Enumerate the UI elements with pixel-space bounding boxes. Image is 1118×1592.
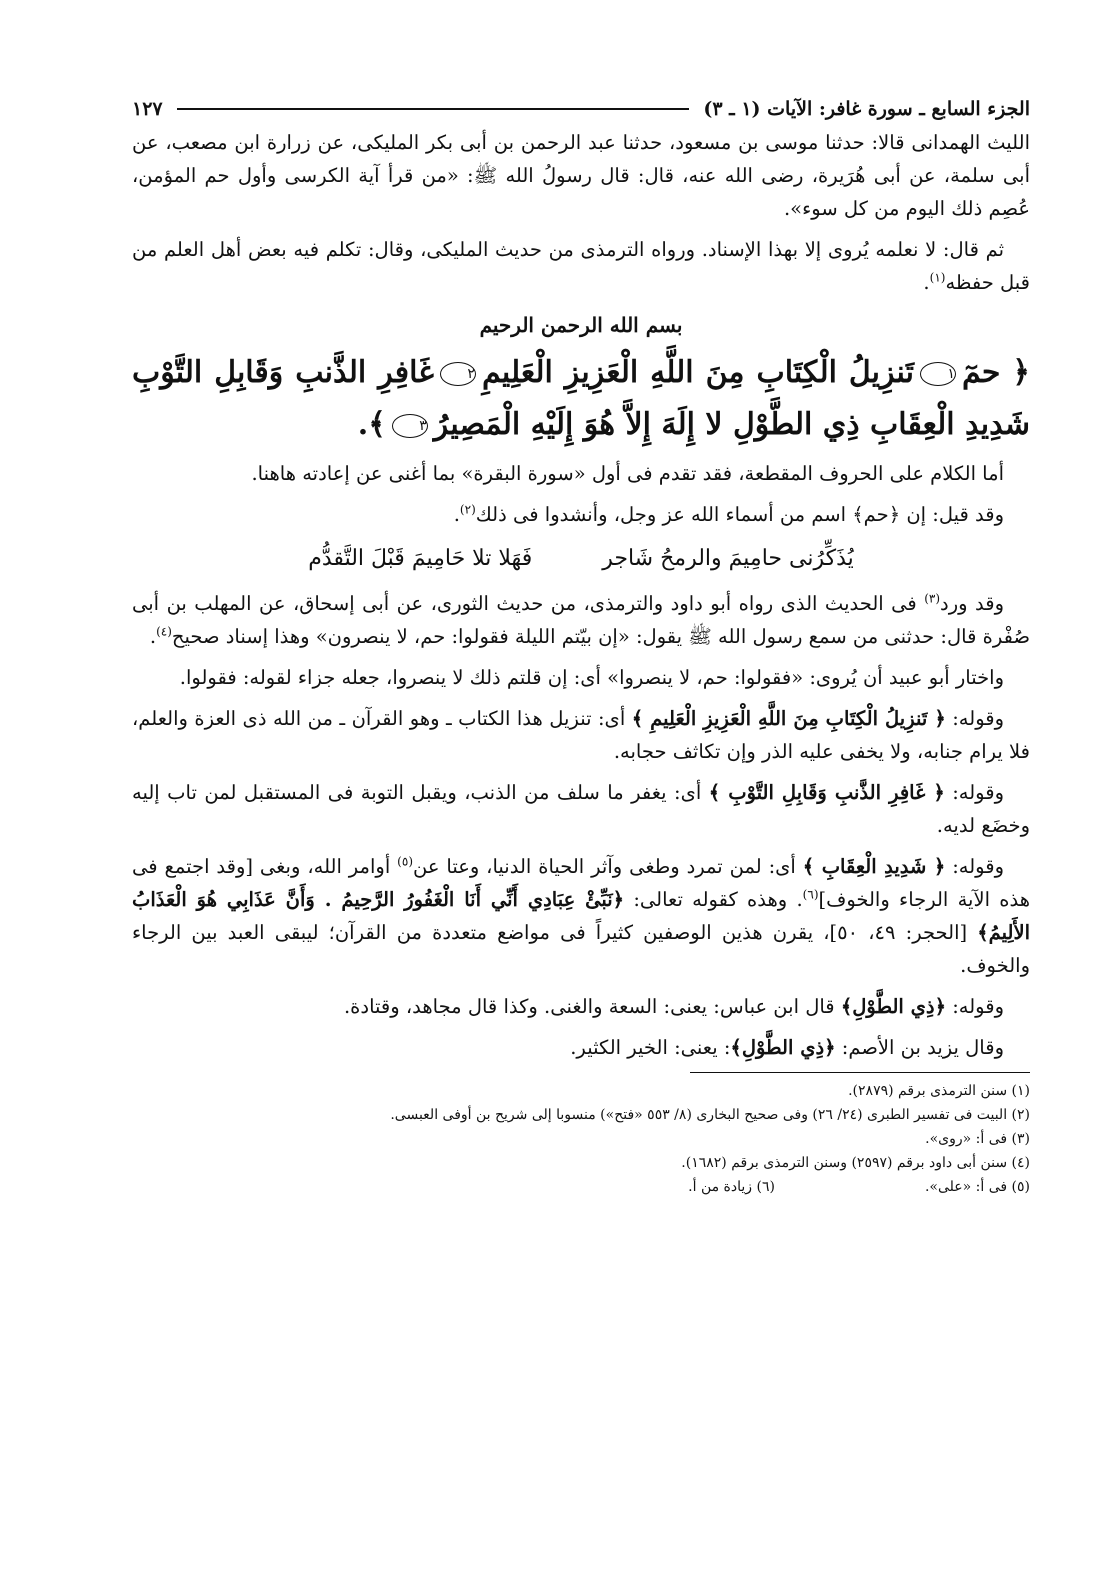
paragraph-9-d: . وهذه كقوله تعالى:: [624, 888, 803, 911]
paragraph-8-b: أى: يغفر ما سلف من الذنب، ويقبل التوبة فى المستقبل لمن تاب إليه وخضَع لديه.: [132, 781, 1030, 837]
paragraph-11-b: : يعنى: الخير الكثير.: [570, 1036, 731, 1059]
footnote-rule: [690, 1072, 1030, 1073]
poem-hemistich-1: يُذَكِّرُنى حامِيمَ والرمحُ شَاجر: [602, 546, 854, 571]
paragraph-10-a: وقوله:: [946, 995, 1004, 1018]
footnote-ref-5: (٥): [397, 854, 413, 869]
paragraph-1: الليث الهمدانى قالا: حدثنا موسى بن مسعود، حدثنا عبد الرحمن بن أبى بكر المليكى، عن زرارة ابن مصعب، عن أبى سلمة، عن أبى هُرَيرة، رضى الله عنه، قال: قال رسولُ الله ﷺ: «من قرأ آية الكرسى وأول حم المؤمن، عُصِم ذلك اليوم من كل سوء».: [132, 131, 1030, 220]
footnote-2: (٢) البيت فى تفسير الطبرى (٢٤/ ٢٦) وفى صحيح البخارى (٨/ ٥٥٣ «فتح») منسوبا إلى شريح بن أوفى العبسى.: [390, 1107, 1030, 1123]
verse-word-3: غَافِرِ الذَّنبِ وَقَابِلِ التَّوْبِ شَدِيدِ الْعِقَابِ ذِي الطَّوْلِ لا إِلَهَ إِلاَّ هُوَ إِلَيْهِ الْمَصِيرُ: [132, 355, 1030, 442]
verse-number-3: ٣: [392, 414, 428, 438]
quran-quote-9b: ﴿نَبِّئْ عِبَادِي أَنِّي أَنَا الْغَفُورُ الرَّحِيمُ . وَأَنَّ عَذَابِي هُوَ الْعَذَابُ الأَلِيمُ﴾: [132, 888, 1030, 944]
paragraph-11: [132, 1031, 1030, 1064]
verse-word-1: حمٓ: [961, 355, 1001, 390]
paragraph-7: [132, 702, 1030, 768]
paragraph-9-c: أوامر الله، وبغى [وقد اجتمع فى هذه الآية الرجاء والخوف]: [132, 855, 1031, 911]
verse-close-bracket: ﴾.: [357, 407, 386, 442]
paragraph-3: أما الكلام على الحروف المقطعة، فقد تقدم فى أول «سورة البقرة» بما أغنى عن إعادته هاهنا.: [251, 462, 1004, 485]
quran-verse: [132, 347, 1030, 451]
running-head: [132, 92, 1030, 126]
paragraph-2: ثم قال: لا نعلمه يُروى إلا بهذا الإسناد. ورواه الترمذى من حديث المليكى، وقال: تكلم فيه بعض أهل العلم من قبل حفظه$^{(١)}$.: [132, 238, 1030, 294]
footnote-ref-6: (٦): [802, 887, 819, 902]
paragraph-8: [132, 776, 1030, 842]
paragraph-10-b: قال ابن عباس: يعنى: السعة والغنى. وكذا قال مجاهد، وقتادة.: [343, 995, 841, 1018]
paragraph-9-e: [الحجر: ٤٩، ٥٠]، يقرن هذين الوصفين كثيراً فى مواضع متعددة من القرآن؛ ليبقى العبد بين الرجاء والخوف.: [132, 921, 1030, 977]
paragraph-9: [132, 850, 1030, 982]
poem-hemistich-2: فَهَلا تلا حَامِيمَ قَبْلَ التَّقدُّم: [308, 546, 533, 571]
paragraph-5-a: وقد ورد: [940, 592, 1004, 615]
quran-quote-8: ﴿ غَافِرِ الذَّنبِ وَقَابِلِ التَّوْبِ ﴾: [708, 781, 945, 804]
footnote-ref-3: (٣): [924, 591, 941, 606]
footnote-ref-4: (٤): [156, 624, 172, 639]
verse-word-2: تَنزِيلُ الْكِتَابِ مِنَ اللَّهِ الْعَزِيزِ الْعَلِيمِ: [481, 355, 914, 390]
running-title: الجزء السابع ـ سورة غافر: الآيات (١ ـ ٣): [703, 98, 1030, 120]
paragraph-11-a: وقال يزيد بن الأصم:: [835, 1036, 1004, 1059]
quran-quote-10: ﴿ذِي الطَّوْلِ﴾: [840, 995, 947, 1018]
page-number: ١٢٧: [132, 98, 163, 120]
paragraph-9-b: أى: لمن تمرد وطغى وآثر الحياة الدنيا، وعتا عن: [413, 855, 803, 878]
paragraph-7-a: وقوله:: [945, 707, 1005, 730]
paragraph-7-b: أى: تنزيل هذا الكتاب ـ وهو القرآن ـ من الله ذى العزة والعلم، فلا يرام جنابه، ولا يخفى عليه الذر وإن تكاثف حجابه.: [132, 707, 1030, 763]
footnote-row-5-6: [132, 1175, 1030, 1199]
footnote-ref-2: (٢): [459, 502, 476, 517]
quran-quote-11: ﴿ذِي الطَّوْلِ﴾: [730, 1036, 836, 1059]
footnote-ref-1: (١): [929, 270, 946, 285]
quran-quote-9: ﴿ شَدِيدِ الْعِقَابِ ﴾: [802, 855, 946, 878]
footnote-4: (٤) سنن أبى داود برقم (٢٥٩٧) وسنن الترمذى برقم (١٦٨٢).: [681, 1155, 1030, 1171]
paragraph-5: وقد ورد$^{(٣)}$ فى الحديث الذى رواه أبو داود والترمذى، من حديث الثورى، عن أبى إسحاق، عن المهلب بن أبى صُفْرة قال: حدثنى من سمع رسول الله ﷺ يقول: «إن بيّتم الليلة فقولوا: حم، لا ينصرون» وهذا إسناد صحيح$^{(٤)}$.: [132, 591, 1030, 648]
paragraph-6: واختار أبو عبيد أن يُروى: «فقولوا: حم، لا ينصروا» أى: إن قلتم ذلك لا ينصروا، جعله جزاء لقوله: فقولوا.: [179, 666, 1004, 689]
verse-open-bracket: ﴿: [1012, 355, 1030, 390]
footnotes: [132, 1072, 1030, 1199]
header-rule: [177, 108, 690, 110]
footnote-5: (٥) فى أ: «على».: [924, 1179, 1030, 1195]
paragraph-8-a: وقوله:: [944, 781, 1004, 804]
poem-verse: [132, 539, 1030, 579]
verse-number-1: ١: [920, 362, 956, 386]
paragraph-4-text: وقد قيل: إن ﴿حم﴾ اسم من أسماء الله عز وجل، وأنشدوا فى ذلك: [475, 503, 1004, 526]
quran-quote-7: ﴿ تَنزِيلُ الْكِتَابِ مِنَ اللَّهِ الْعَزِيزِ الْعَلِيمِ ﴾: [631, 707, 946, 730]
paragraph-9-a: وقوله:: [945, 855, 1004, 878]
footnote-1: (١) سنن الترمذى برقم (٢٨٧٩).: [848, 1083, 1030, 1099]
verse-number-2: ٢: [440, 362, 476, 386]
paragraph-4: وقد قيل: إن ﴿حم﴾ اسم من أسماء الله عز وجل، وأنشدوا فى ذلك$^{(٢)}$.: [453, 502, 1004, 526]
footnote-3: (٣) فى أ: «روى».: [925, 1131, 1030, 1147]
paragraph-10: [132, 990, 1030, 1023]
paragraph-2-text: ثم قال: لا نعلمه يُروى إلا بهذا الإسناد. ورواه الترمذى من حديث المليكى، وقال: تكلم فيه بعض أهل العلم من قبل حفظه: [132, 238, 1030, 294]
basmala: بسم الله الرحمن الرحيم: [479, 313, 683, 337]
paragraph-5-b: فى الحديث الذى رواه أبو داود والترمذى، من حديث الثورى، عن أبى إسحاق، عن المهلب بن أبى صُفْرة قال: حدثنى من سمع رسول الله ﷺ يقول: «إن بيّتم الليلة فقولوا: حم، لا ينصرون» وهذا إسناد صحيح: [132, 592, 1030, 648]
footnote-6: (٦) زيادة من أ.: [688, 1179, 775, 1195]
